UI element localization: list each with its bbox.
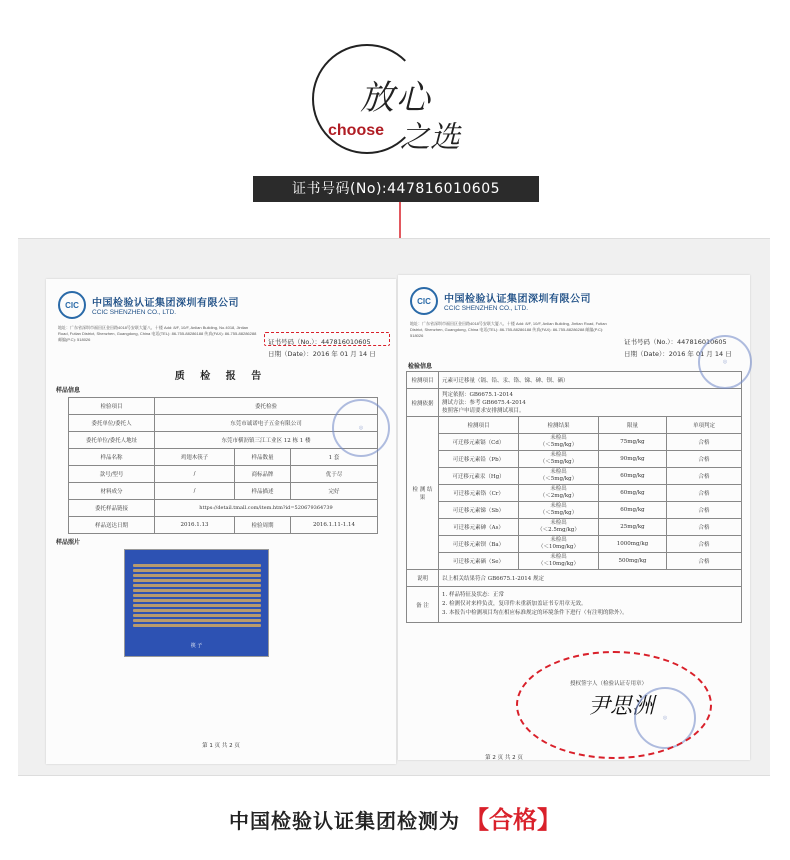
table-row: 检测依据 判定依据：GB6675.1-2014 测试方法：参考 GB6675.4-2014 按照客户申请要求安排测试项目。 bbox=[407, 389, 742, 417]
photo-caption: 筷 子 bbox=[190, 643, 203, 649]
table-row: 可迁移元素铬（Cr） 未检出 （＜2mg/kg） 60mg/kg 合格 bbox=[407, 485, 742, 502]
sample-info-label: 样品信息 bbox=[56, 387, 81, 394]
table-row: 委托单位/委托人 东莞市诚诺电子五金有限公司 bbox=[69, 415, 378, 432]
table-row: 可迁移元素汞（Hg） 未检出 （＜5mg/kg） 60mg/kg 合格 bbox=[407, 468, 742, 485]
table-row: 说明 以上相关结果符合 GB6675.1-2014 规定 bbox=[407, 570, 742, 587]
hero-subtitle: 之选 bbox=[400, 120, 460, 155]
authorized-signer-label: 授权签字人（检验认证专用章） bbox=[570, 681, 648, 687]
table-row: 检测项目 元素可迁移量（镉、铅、汞、铬、锑、砷、钡、硒） bbox=[407, 372, 742, 389]
official-seal: ◎ bbox=[634, 687, 696, 749]
ccic-logo bbox=[410, 287, 591, 315]
ccic-logo-icon: CIC bbox=[410, 287, 438, 315]
org-name-cn: 中国检验认证集团深圳有限公司 bbox=[444, 294, 591, 305]
report-title: 质 检 报 告 bbox=[174, 371, 268, 382]
signature: 尹思洲 bbox=[588, 694, 655, 719]
table-row: 可迁移元素铅（Pb） 未检出 （＜5mg/kg） 90mg/kg 合格 bbox=[407, 451, 742, 468]
hero-header bbox=[0, 0, 790, 230]
ccic-logo bbox=[58, 291, 239, 319]
org-name-cn: 中国检验认证集团深圳有限公司 bbox=[92, 298, 239, 309]
cert-number: 证书号码（No.）：447816010605 bbox=[624, 338, 727, 346]
chopsticks-image bbox=[133, 564, 261, 632]
org-address: 地址：广东省深圳市福田区金田路4018号安联大厦八、十楼 Add: 8/F, 10/F, Anlian Building, No.4018, Jintian Road, Futian District, Shenzhen, Guangdong, China 电话(TEL): 86-755-88286188 传真(FAX): 86-755-88286288 邮编(P.C): 518026 bbox=[58, 325, 257, 342]
inspection-info-label: 检验信息 bbox=[408, 363, 433, 370]
table-row: 可迁移元素硒（Se） 未检出 （＜10mg/kg） 500mg/kg 合格 bbox=[407, 553, 742, 570]
cert-date: 日期（Date）：2016 年 01 月 14 日 bbox=[624, 350, 732, 358]
hero-choose-label: choose bbox=[328, 122, 385, 139]
sample-detail-table bbox=[68, 448, 378, 500]
table-row: 委托样品链接 https://detail.tmall.com/item.htm?id=520679364739 bbox=[69, 500, 378, 517]
table-row: 可迁移元素砷（As） 未检出 （＜2.5mg/kg） 25mg/kg 合格 bbox=[407, 519, 742, 536]
table-row: 备 注 1. 样品特征及状态：正常 2. 检测仅对来样负责，复印件未重新加盖证书专用章无效。 3. 本报告中检测项目均在相应标准规定的环境条件下进行（有注明的除外）。 bbox=[407, 587, 742, 623]
table-row: 可迁移元素镉（Cd） 未检出 （＜5mg/kg） 75mg/kg 合格 bbox=[407, 434, 742, 451]
cert-date: 日期（Date）：2016 年 01 月 14 日 bbox=[268, 350, 376, 358]
inspection-table bbox=[406, 371, 742, 623]
ccic-logo-icon: CIC bbox=[58, 291, 86, 319]
footer-result: 【合格】 bbox=[465, 805, 562, 834]
cert-number-highlight bbox=[264, 332, 390, 346]
sample-date-table bbox=[68, 516, 378, 534]
documents-panel bbox=[18, 238, 770, 776]
inspection-stamp-top: ◎ bbox=[698, 335, 752, 389]
inspection-stamp-left: ◎ bbox=[332, 399, 390, 457]
cert-number: 证书号码（No.）：447816010605 bbox=[268, 338, 371, 346]
sample-link-table bbox=[68, 499, 378, 517]
org-name-en: CCIC SHENZHEN CO., LTD. bbox=[444, 305, 529, 312]
table-row: 样品名称 鸡翅木筷子 样品数量 1 套 bbox=[69, 449, 378, 466]
page-number-2: 第 2 页 共 2 页 bbox=[485, 755, 523, 761]
sample-photo-label: 样品照片 bbox=[56, 539, 81, 546]
seal-highlight-ellipse bbox=[516, 651, 712, 759]
table-row: 款号/型号 / 商标品牌 优于尽 bbox=[69, 466, 378, 483]
footer-caption bbox=[0, 800, 790, 835]
table-row: 可迁移元素锑（Sb） 未检出 （＜5mg/kg） 60mg/kg 合格 bbox=[407, 502, 742, 519]
table-row: 委托单位/委托人地址 东莞市横沥镇三江工业区 12 栋 1 楼 bbox=[69, 432, 378, 449]
quality-report-page-1 bbox=[46, 279, 396, 764]
table-row: 检 测 结 果 检测项目 检测结果 限量 单项判定 bbox=[407, 417, 742, 434]
footer-text: 中国检验认证集团检测为 bbox=[228, 809, 460, 833]
org-address: 地址：广东省深圳市福田区金田路4018号安联大厦八、十楼 Add: 8/F, 10/F, Anlian Building, Jintian Road, Futian District, Shenzhen, Guangdong, China 电话(TEL): 86-755-88286188 传真(FAX): 86-755-88286288 邮编(P.C): 518026 bbox=[410, 321, 607, 338]
org-name-en: CCIC SHENZHEN CO., LTD. bbox=[92, 309, 177, 316]
table-row: 样品送达日期 2016.1.13 检验周期 2016.1.11-1.14 bbox=[69, 517, 378, 534]
hero-title: 放心 bbox=[360, 78, 432, 118]
sample-photo bbox=[124, 549, 269, 657]
table-row: 可迁移元素钡（Ba） 未检出 （＜10mg/kg） 1000mg/kg 合格 bbox=[407, 536, 742, 553]
page-number-1: 第 1 页 共 2 页 bbox=[202, 743, 240, 749]
table-row: 材料成分 / 样品描述 完好 bbox=[69, 483, 378, 500]
certificate-number-banner: 证书号码(No):447816010605 bbox=[253, 176, 539, 202]
table-row: 检验项目 委托检验 bbox=[69, 398, 378, 415]
